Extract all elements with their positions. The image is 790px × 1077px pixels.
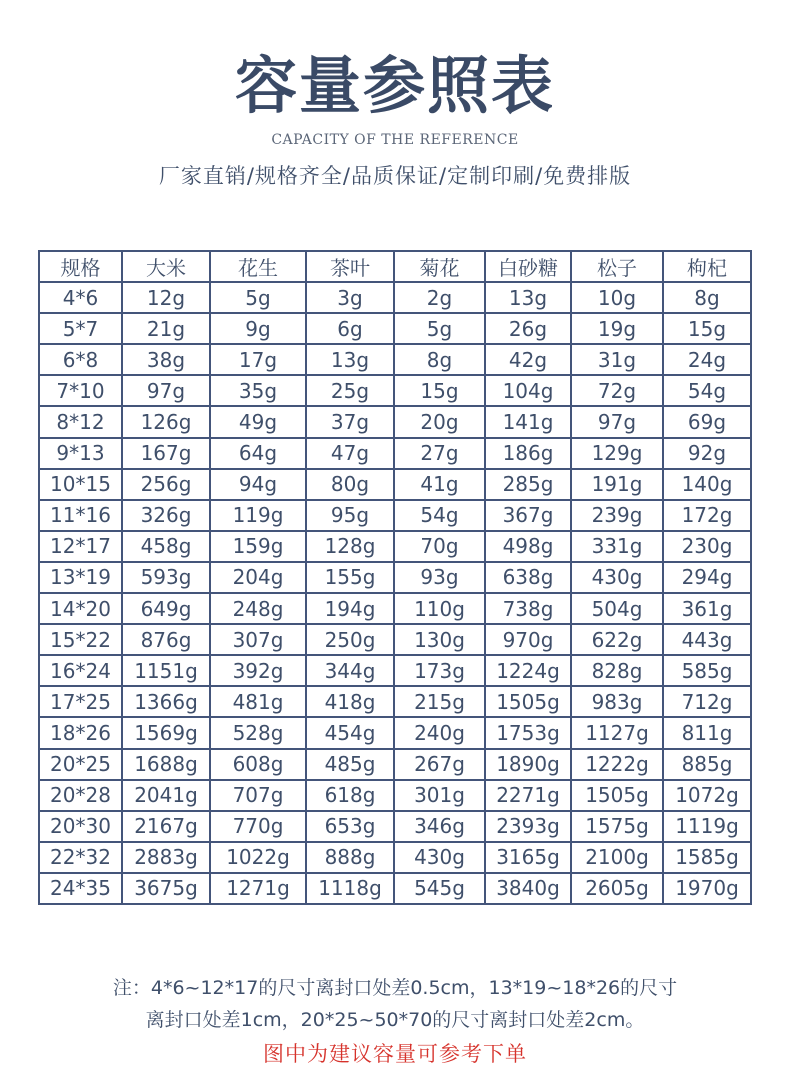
capacity-cell: 26g — [485, 313, 571, 344]
capacity-cell: 504g — [571, 593, 663, 624]
english-subtitle: CAPACITY OF THE REFERENCE — [271, 132, 519, 148]
capacity-table-container — [38, 250, 750, 905]
capacity-cell: 6g — [306, 313, 394, 344]
capacity-cell: 2167g — [122, 811, 210, 842]
header-cell-item: 大米 — [122, 251, 210, 282]
capacity-cell: 9g — [210, 313, 306, 344]
capacity-cell: 119g — [210, 500, 306, 531]
size-cell: 7*10 — [39, 375, 122, 406]
capacity-cell: 770g — [210, 811, 306, 842]
capacity-cell: 301g — [394, 780, 485, 811]
capacity-cell: 159g — [210, 531, 306, 562]
capacity-cell: 17g — [210, 344, 306, 375]
capacity-cell: 13g — [485, 282, 571, 313]
capacity-cell: 1585g — [663, 842, 751, 873]
capacity-cell: 70g — [394, 531, 485, 562]
capacity-cell: 191g — [571, 469, 663, 500]
capacity-cell: 3675g — [122, 873, 210, 904]
capacity-cell: 1118g — [306, 873, 394, 904]
size-cell: 6*8 — [39, 344, 122, 375]
capacity-cell: 653g — [306, 811, 394, 842]
capacity-cell: 8g — [394, 344, 485, 375]
capacity-cell: 2100g — [571, 842, 663, 873]
capacity-cell: 528g — [210, 717, 306, 748]
capacity-cell: 104g — [485, 375, 571, 406]
capacity-cell: 173g — [394, 655, 485, 686]
table-row — [39, 406, 751, 437]
capacity-cell: 13g — [306, 344, 394, 375]
capacity-cell: 194g — [306, 593, 394, 624]
capacity-cell: 248g — [210, 593, 306, 624]
capacity-cell: 10g — [571, 282, 663, 313]
capacity-table — [38, 250, 752, 905]
capacity-cell: 1688g — [122, 749, 210, 780]
capacity-cell: 876g — [122, 624, 210, 655]
capacity-cell: 42g — [485, 344, 571, 375]
capacity-cell: 430g — [571, 562, 663, 593]
size-cell: 20*28 — [39, 780, 122, 811]
capacity-cell: 1119g — [663, 811, 751, 842]
capacity-cell: 130g — [394, 624, 485, 655]
capacity-cell: 885g — [663, 749, 751, 780]
capacity-cell: 94g — [210, 469, 306, 500]
size-cell: 9*13 — [39, 438, 122, 469]
capacity-cell: 141g — [485, 406, 571, 437]
capacity-cell: 649g — [122, 593, 210, 624]
header-cell-item: 花生 — [210, 251, 306, 282]
header-cell-item: 松子 — [571, 251, 663, 282]
capacity-cell: 129g — [571, 438, 663, 469]
capacity-cell: 1890g — [485, 749, 571, 780]
table-row — [39, 749, 751, 780]
capacity-cell: 5g — [394, 313, 485, 344]
table-header-row — [39, 251, 751, 282]
capacity-cell: 31g — [571, 344, 663, 375]
capacity-cell: 267g — [394, 749, 485, 780]
size-cell: 20*25 — [39, 749, 122, 780]
capacity-cell: 1127g — [571, 717, 663, 748]
capacity-cell: 41g — [394, 469, 485, 500]
size-cell: 10*15 — [39, 469, 122, 500]
capacity-cell: 1022g — [210, 842, 306, 873]
table-row — [39, 655, 751, 686]
table-row — [39, 811, 751, 842]
table-body — [39, 282, 751, 904]
capacity-cell: 344g — [306, 655, 394, 686]
capacity-cell: 1569g — [122, 717, 210, 748]
capacity-cell: 15g — [663, 313, 751, 344]
size-cell: 5*7 — [39, 313, 122, 344]
size-cell: 20*30 — [39, 811, 122, 842]
size-cell: 8*12 — [39, 406, 122, 437]
capacity-cell: 93g — [394, 562, 485, 593]
capacity-cell: 2041g — [122, 780, 210, 811]
capacity-cell: 707g — [210, 780, 306, 811]
capacity-cell: 49g — [210, 406, 306, 437]
capacity-cell: 215g — [394, 686, 485, 717]
capacity-cell: 618g — [306, 780, 394, 811]
capacity-cell: 443g — [663, 624, 751, 655]
capacity-cell: 608g — [210, 749, 306, 780]
capacity-cell: 2605g — [571, 873, 663, 904]
table-row — [39, 780, 751, 811]
capacity-cell: 2271g — [485, 780, 571, 811]
capacity-cell: 1072g — [663, 780, 751, 811]
capacity-cell: 35g — [210, 375, 306, 406]
size-cell: 11*16 — [39, 500, 122, 531]
capacity-cell: 204g — [210, 562, 306, 593]
table-row — [39, 313, 751, 344]
capacity-cell: 19g — [571, 313, 663, 344]
table-row — [39, 282, 751, 313]
capacity-cell: 498g — [485, 531, 571, 562]
capacity-cell: 1970g — [663, 873, 751, 904]
footnote-line-1: 注：4*6~12*17的尺寸离封口处差0.5cm，13*19~18*26的尺寸 — [112, 977, 678, 999]
capacity-cell: 239g — [571, 500, 663, 531]
capacity-cell: 3840g — [485, 873, 571, 904]
table-row — [39, 438, 751, 469]
capacity-cell: 326g — [122, 500, 210, 531]
capacity-cell: 1366g — [122, 686, 210, 717]
capacity-cell: 331g — [571, 531, 663, 562]
capacity-cell: 481g — [210, 686, 306, 717]
table-row — [39, 375, 751, 406]
header-cell-item: 菊花 — [394, 251, 485, 282]
size-cell: 13*19 — [39, 562, 122, 593]
capacity-cell: 80g — [306, 469, 394, 500]
size-cell: 14*20 — [39, 593, 122, 624]
capacity-cell: 285g — [485, 469, 571, 500]
capacity-cell: 54g — [663, 375, 751, 406]
capacity-cell: 346g — [394, 811, 485, 842]
capacity-cell: 1224g — [485, 655, 571, 686]
table-row — [39, 344, 751, 375]
capacity-cell: 126g — [122, 406, 210, 437]
capacity-cell: 97g — [122, 375, 210, 406]
suggestion-note: 图中为建议容量可参考下单 — [263, 1042, 527, 1066]
capacity-cell: 37g — [306, 406, 394, 437]
capacity-cell: 95g — [306, 500, 394, 531]
capacity-cell: 172g — [663, 500, 751, 531]
capacity-cell: 430g — [394, 842, 485, 873]
capacity-cell: 970g — [485, 624, 571, 655]
capacity-cell: 230g — [663, 531, 751, 562]
capacity-cell: 367g — [485, 500, 571, 531]
capacity-cell: 186g — [485, 438, 571, 469]
capacity-cell: 47g — [306, 438, 394, 469]
capacity-cell: 888g — [306, 842, 394, 873]
capacity-cell: 622g — [571, 624, 663, 655]
footnote — [0, 972, 790, 1036]
capacity-cell: 828g — [571, 655, 663, 686]
size-cell: 18*26 — [39, 717, 122, 748]
capacity-cell: 485g — [306, 749, 394, 780]
size-cell: 22*32 — [39, 842, 122, 873]
header-cell-size: 规格 — [39, 251, 122, 282]
table-row — [39, 593, 751, 624]
capacity-cell: 361g — [663, 593, 751, 624]
header-cell-item: 茶叶 — [306, 251, 394, 282]
capacity-cell: 167g — [122, 438, 210, 469]
capacity-cell: 256g — [122, 469, 210, 500]
capacity-cell: 25g — [306, 375, 394, 406]
capacity-cell: 3165g — [485, 842, 571, 873]
capacity-cell: 24g — [663, 344, 751, 375]
header-cell-item: 枸杞 — [663, 251, 751, 282]
capacity-cell: 240g — [394, 717, 485, 748]
capacity-cell: 72g — [571, 375, 663, 406]
size-cell: 4*6 — [39, 282, 122, 313]
capacity-cell: 92g — [663, 438, 751, 469]
capacity-cell: 250g — [306, 624, 394, 655]
size-cell: 24*35 — [39, 873, 122, 904]
capacity-cell: 1505g — [485, 686, 571, 717]
capacity-cell: 1222g — [571, 749, 663, 780]
capacity-cell: 8g — [663, 282, 751, 313]
capacity-cell: 712g — [663, 686, 751, 717]
table-row — [39, 842, 751, 873]
capacity-cell: 418g — [306, 686, 394, 717]
table-row — [39, 562, 751, 593]
capacity-cell: 307g — [210, 624, 306, 655]
size-cell: 12*17 — [39, 531, 122, 562]
capacity-cell: 738g — [485, 593, 571, 624]
capacity-cell: 638g — [485, 562, 571, 593]
size-cell: 15*22 — [39, 624, 122, 655]
capacity-cell: 110g — [394, 593, 485, 624]
capacity-cell: 545g — [394, 873, 485, 904]
size-cell: 16*24 — [39, 655, 122, 686]
capacity-cell: 1271g — [210, 873, 306, 904]
capacity-cell: 1505g — [571, 780, 663, 811]
table-row — [39, 500, 751, 531]
capacity-cell: 811g — [663, 717, 751, 748]
size-cell: 17*25 — [39, 686, 122, 717]
capacity-cell: 2393g — [485, 811, 571, 842]
capacity-cell: 54g — [394, 500, 485, 531]
capacity-cell: 593g — [122, 562, 210, 593]
capacity-cell: 1575g — [571, 811, 663, 842]
capacity-cell: 20g — [394, 406, 485, 437]
table-row — [39, 469, 751, 500]
page-title: 容量参照表 — [234, 49, 555, 122]
capacity-cell: 1151g — [122, 655, 210, 686]
capacity-cell: 64g — [210, 438, 306, 469]
capacity-cell: 3g — [306, 282, 394, 313]
tagline: 厂家直销/规格齐全/品质保证/定制印刷/免费排版 — [158, 164, 632, 188]
table-row — [39, 686, 751, 717]
capacity-cell: 983g — [571, 686, 663, 717]
capacity-cell: 155g — [306, 562, 394, 593]
capacity-cell: 458g — [122, 531, 210, 562]
capacity-cell: 585g — [663, 655, 751, 686]
capacity-cell: 12g — [122, 282, 210, 313]
capacity-cell: 15g — [394, 375, 485, 406]
capacity-cell: 5g — [210, 282, 306, 313]
capacity-cell: 2883g — [122, 842, 210, 873]
capacity-cell: 140g — [663, 469, 751, 500]
footnote-line-2: 离封口处差1cm，20*25~50*70的尺寸离封口处差2cm。 — [145, 1009, 645, 1031]
capacity-cell: 69g — [663, 406, 751, 437]
capacity-cell: 128g — [306, 531, 394, 562]
capacity-cell: 294g — [663, 562, 751, 593]
capacity-cell: 2g — [394, 282, 485, 313]
capacity-cell: 454g — [306, 717, 394, 748]
capacity-cell: 97g — [571, 406, 663, 437]
header-cell-item: 白砂糖 — [485, 251, 571, 282]
capacity-cell: 38g — [122, 344, 210, 375]
table-row — [39, 873, 751, 904]
table-row — [39, 717, 751, 748]
capacity-cell: 392g — [210, 655, 306, 686]
table-row — [39, 624, 751, 655]
capacity-cell: 1753g — [485, 717, 571, 748]
table-row — [39, 531, 751, 562]
capacity-cell: 27g — [394, 438, 485, 469]
capacity-cell: 21g — [122, 313, 210, 344]
